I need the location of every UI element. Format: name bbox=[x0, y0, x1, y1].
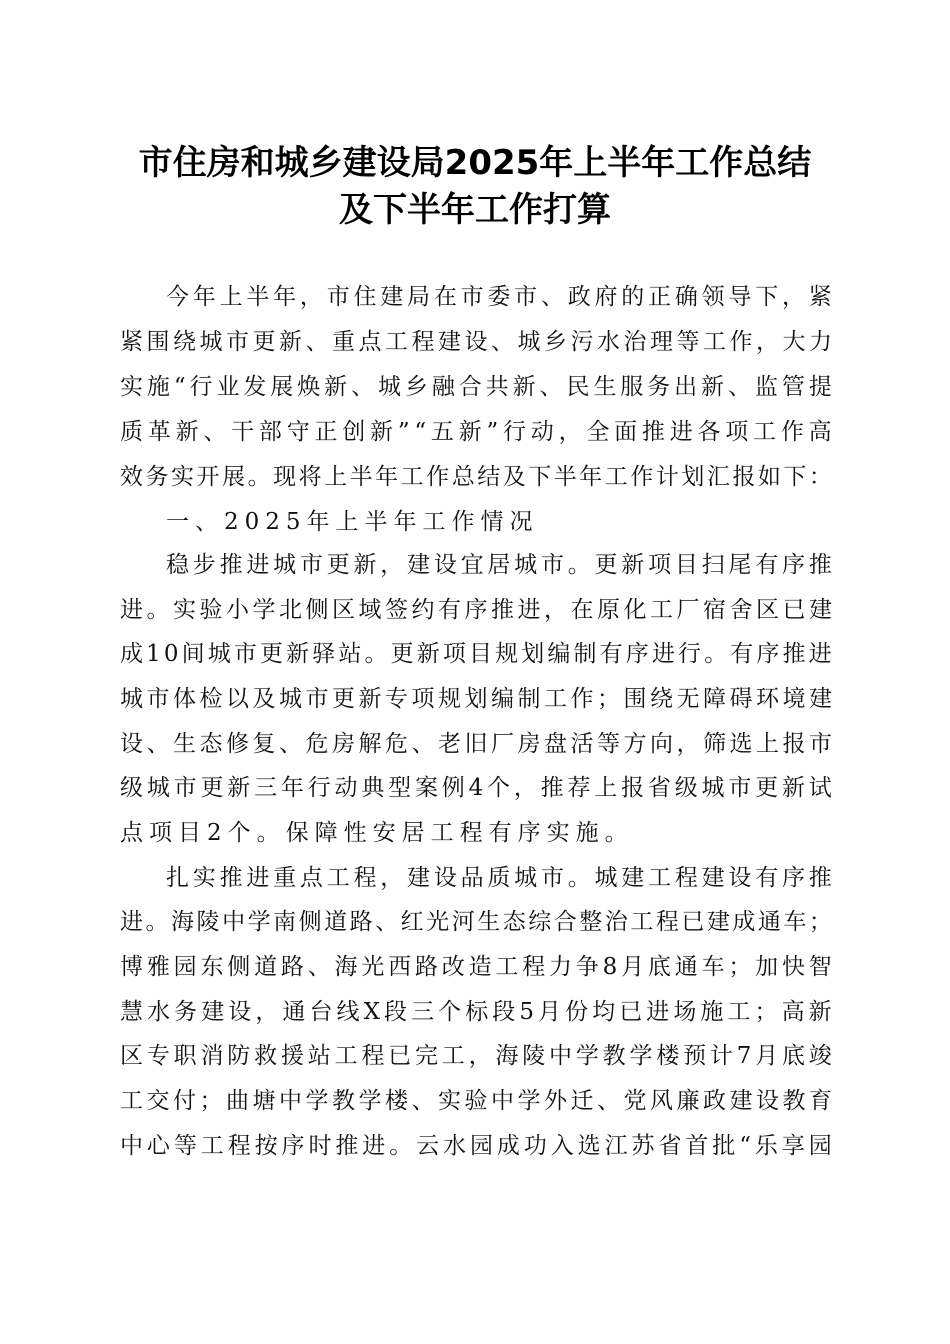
paragraph-3-line: 博 雅 园 东 侧 道 路 、 海 光 西 路 改 造 工 程 力 争 8 月 底 通 车 ； 加 快 智 bbox=[120, 954, 832, 980]
paragraph-3-line: 进 。 海 陵 中 学 南 侧 道 路 、 红 光 河 生 态 综 合 整 治 工 程 已 建 成 通 车 ； bbox=[120, 909, 832, 935]
paragraph-2-line: 设 、 生 态 修 复 、 危 房 解 危 、 老 旧 厂 房 盘 活 等 方 向 ， 筛 选 上 报 市 bbox=[120, 731, 832, 757]
section-heading: 一、2025年上半年工作情况 bbox=[166, 509, 539, 535]
paragraph-2-line: 城 市 体 检 以 及 城 市 更 新 专 项 规 划 编 制 工 作 ； 围 绕 无 障 碍 环 境 建 bbox=[120, 686, 832, 712]
paragraph-2-line: 点项目2个。保障性安居工程有序实施。 bbox=[120, 820, 634, 846]
paragraph-1-line: 实 施 “ 行 业 发 展 焕 新 、 城 乡 融 合 共 新 、 民 生 服 务 出 新 、 监 管 提 bbox=[120, 374, 832, 400]
paragraph-1-line: 今 年 上 半 年 ， 市 住 建 局 在 市 委 市 、 政 府 的 正 确 领 导 下 ， 紧 bbox=[166, 284, 832, 310]
paragraph-1-line: 紧 围 绕 城 市 更 新 、 重 点 工 程 建 设 、 城 乡 污 水 治 理 等 工 作 ， 大 力 bbox=[120, 329, 832, 355]
document-title-line-1: 市住房和城乡建设局2025年上半年工作总结 bbox=[138, 143, 812, 183]
paragraph-3-line: 慧 水 务 建 设 ， 通 台 线 X 段 三 个 标 段 5 月 份 均 已 进 场 施 工 ； 高 新 bbox=[120, 999, 832, 1025]
document-title-line-2: 及下半年工作打算 bbox=[339, 190, 611, 230]
paragraph-2-line: 进 。 实 验 小 学 北 侧 区 域 签 约 有 序 推 进 ， 在 原 化 工 厂 宿 舍 区 已 建 bbox=[120, 597, 832, 623]
paragraph-2-line: 级 城 市 更 新 三 年 行 动 典 型 案 例 4 个 ， 推 荐 上 报 省 级 城 市 更 新 试 bbox=[120, 775, 832, 801]
paragraph-3-line: 区 专 职 消 防 救 援 站 工 程 已 完 工 ， 海 陵 中 学 教 学 楼 预 计 7 月 底 竣 bbox=[120, 1043, 832, 1069]
paragraph-1-line: 效 务 实 开 展 。 现 将 上 半 年 工 作 总 结 及 下 半 年 工 作 计 划 汇 报 如 下 ： bbox=[120, 464, 832, 490]
paragraph-1-line: 质 革 新 、 干 部 守 正 创 新 ” “ 五 新 ” 行 动 ， 全 面 推 进 各 项 工 作 高 bbox=[120, 419, 832, 445]
paragraph-3-line: 中 心 等 工 程 按 序 时 推 进 。 云 水 园 成 功 入 选 江 苏 省 首 批 “ 乐 享 园 bbox=[120, 1133, 832, 1159]
paragraph-2-line: 成 1 0 间 城 市 更 新 驿 站 。 更 新 项 目 规 划 编 制 有 序 进 行 。 有 序 推 进 bbox=[120, 641, 832, 667]
paragraph-3-line: 扎 实 推 进 重 点 工 程 ， 建 设 品 质 城 市 。 城 建 工 程 建 设 有 序 推 bbox=[166, 865, 832, 891]
paragraph-3-line: 工 交 付 ； 曲 塘 中 学 教 学 楼 、 实 验 中 学 外 迁 、 党 风 廉 政 建 设 教 育 bbox=[120, 1088, 832, 1114]
paragraph-2-line: 稳 步 推 进 城 市 更 新 ， 建 设 宜 居 城 市 。 更 新 项 目 扫 尾 有 序 推 bbox=[166, 552, 832, 578]
